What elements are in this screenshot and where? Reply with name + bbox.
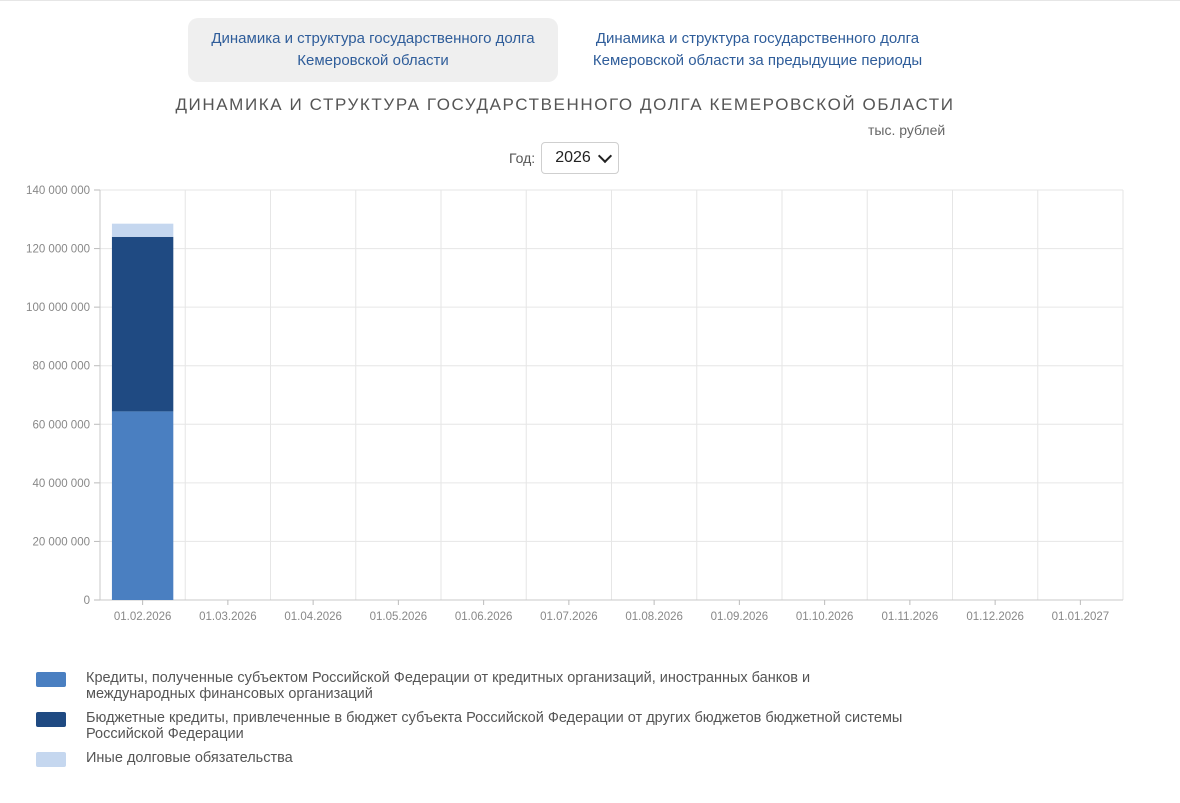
tab-current-debt[interactable]	[188, 18, 558, 82]
x-tick-label: 01.09.2026	[710, 611, 769, 623]
page-title: ДИНАМИКА И СТРУКТУРА ГОСУДАРСТВЕННОГО ДОЛГА КЕМЕРОВСКОЙ ОБЛАСТИ	[175, 95, 955, 114]
x-tick-label: 01.04.2026	[284, 611, 342, 623]
tab-previous-periods-label: Динамика и структура государственного долга Кемеровской области за предыдущие периоды	[592, 30, 923, 69]
legend-label: Бюджетные кредиты, привлеченные в бюджет субъекта Российской Федерации от других бюджетов бюджетной системы Российской Федерации	[86, 710, 903, 742]
legend-label: Иные долговые обязательства	[86, 750, 293, 766]
year-filter	[509, 142, 619, 174]
x-tick-label: 01.06.2026	[454, 611, 513, 623]
y-tick-label: 20 000 000	[32, 536, 90, 549]
bar-segment-series-1	[112, 411, 173, 600]
x-tick-label: 01.03.2026	[199, 611, 257, 623]
x-tick-label: 01.02.2026	[113, 611, 172, 623]
year-select[interactable]	[541, 142, 619, 174]
legend-swatch	[36, 712, 66, 727]
x-tick-label: 01.12.2026	[966, 611, 1024, 623]
x-tick-label: 01.05.2026	[369, 611, 428, 623]
units-label: тыс. рублей	[868, 122, 946, 138]
legend-swatch	[36, 672, 66, 687]
debt-chart	[0, 176, 1180, 636]
legend-item[interactable]	[36, 710, 936, 742]
y-tick-label: 0	[83, 595, 90, 607]
tab-previous-periods[interactable]	[570, 18, 945, 82]
year-select-value: 2026	[555, 149, 591, 166]
y-tick-label: 100 000 000	[26, 302, 90, 315]
legend-item[interactable]	[36, 750, 936, 767]
x-tick-label: 01.11.2026	[881, 611, 939, 623]
y-tick-label: 120 000 000	[26, 243, 90, 256]
tab-current-debt-label: Динамика и структура государственного долга Кемеровской области	[211, 30, 535, 69]
x-tick-label: 01.01.2027	[1051, 611, 1110, 623]
y-tick-label: 40 000 000	[32, 477, 90, 490]
y-tick-label: 80 000 000	[32, 360, 90, 373]
legend-item[interactable]	[36, 670, 936, 702]
bar-segment-series-2	[112, 237, 173, 412]
legend-swatch	[36, 752, 66, 767]
bar-segment-series-3	[112, 224, 173, 237]
top-divider	[0, 0, 1180, 1]
x-tick-label: 01.07.2026	[540, 611, 598, 623]
chart-legend	[36, 670, 936, 775]
x-tick-label: 01.10.2026	[795, 611, 854, 623]
y-tick-label: 60 000 000	[32, 419, 90, 432]
chevron-down-icon	[598, 148, 612, 162]
year-label: Год:	[509, 150, 536, 166]
legend-label: Кредиты, полученные субъектом Российской Федерации от кредитных организаций, иностранных банков и международных финансовых организаций	[86, 670, 811, 702]
y-tick-label: 140 000 000	[26, 185, 90, 197]
x-tick-label: 01.08.2026	[625, 611, 683, 623]
